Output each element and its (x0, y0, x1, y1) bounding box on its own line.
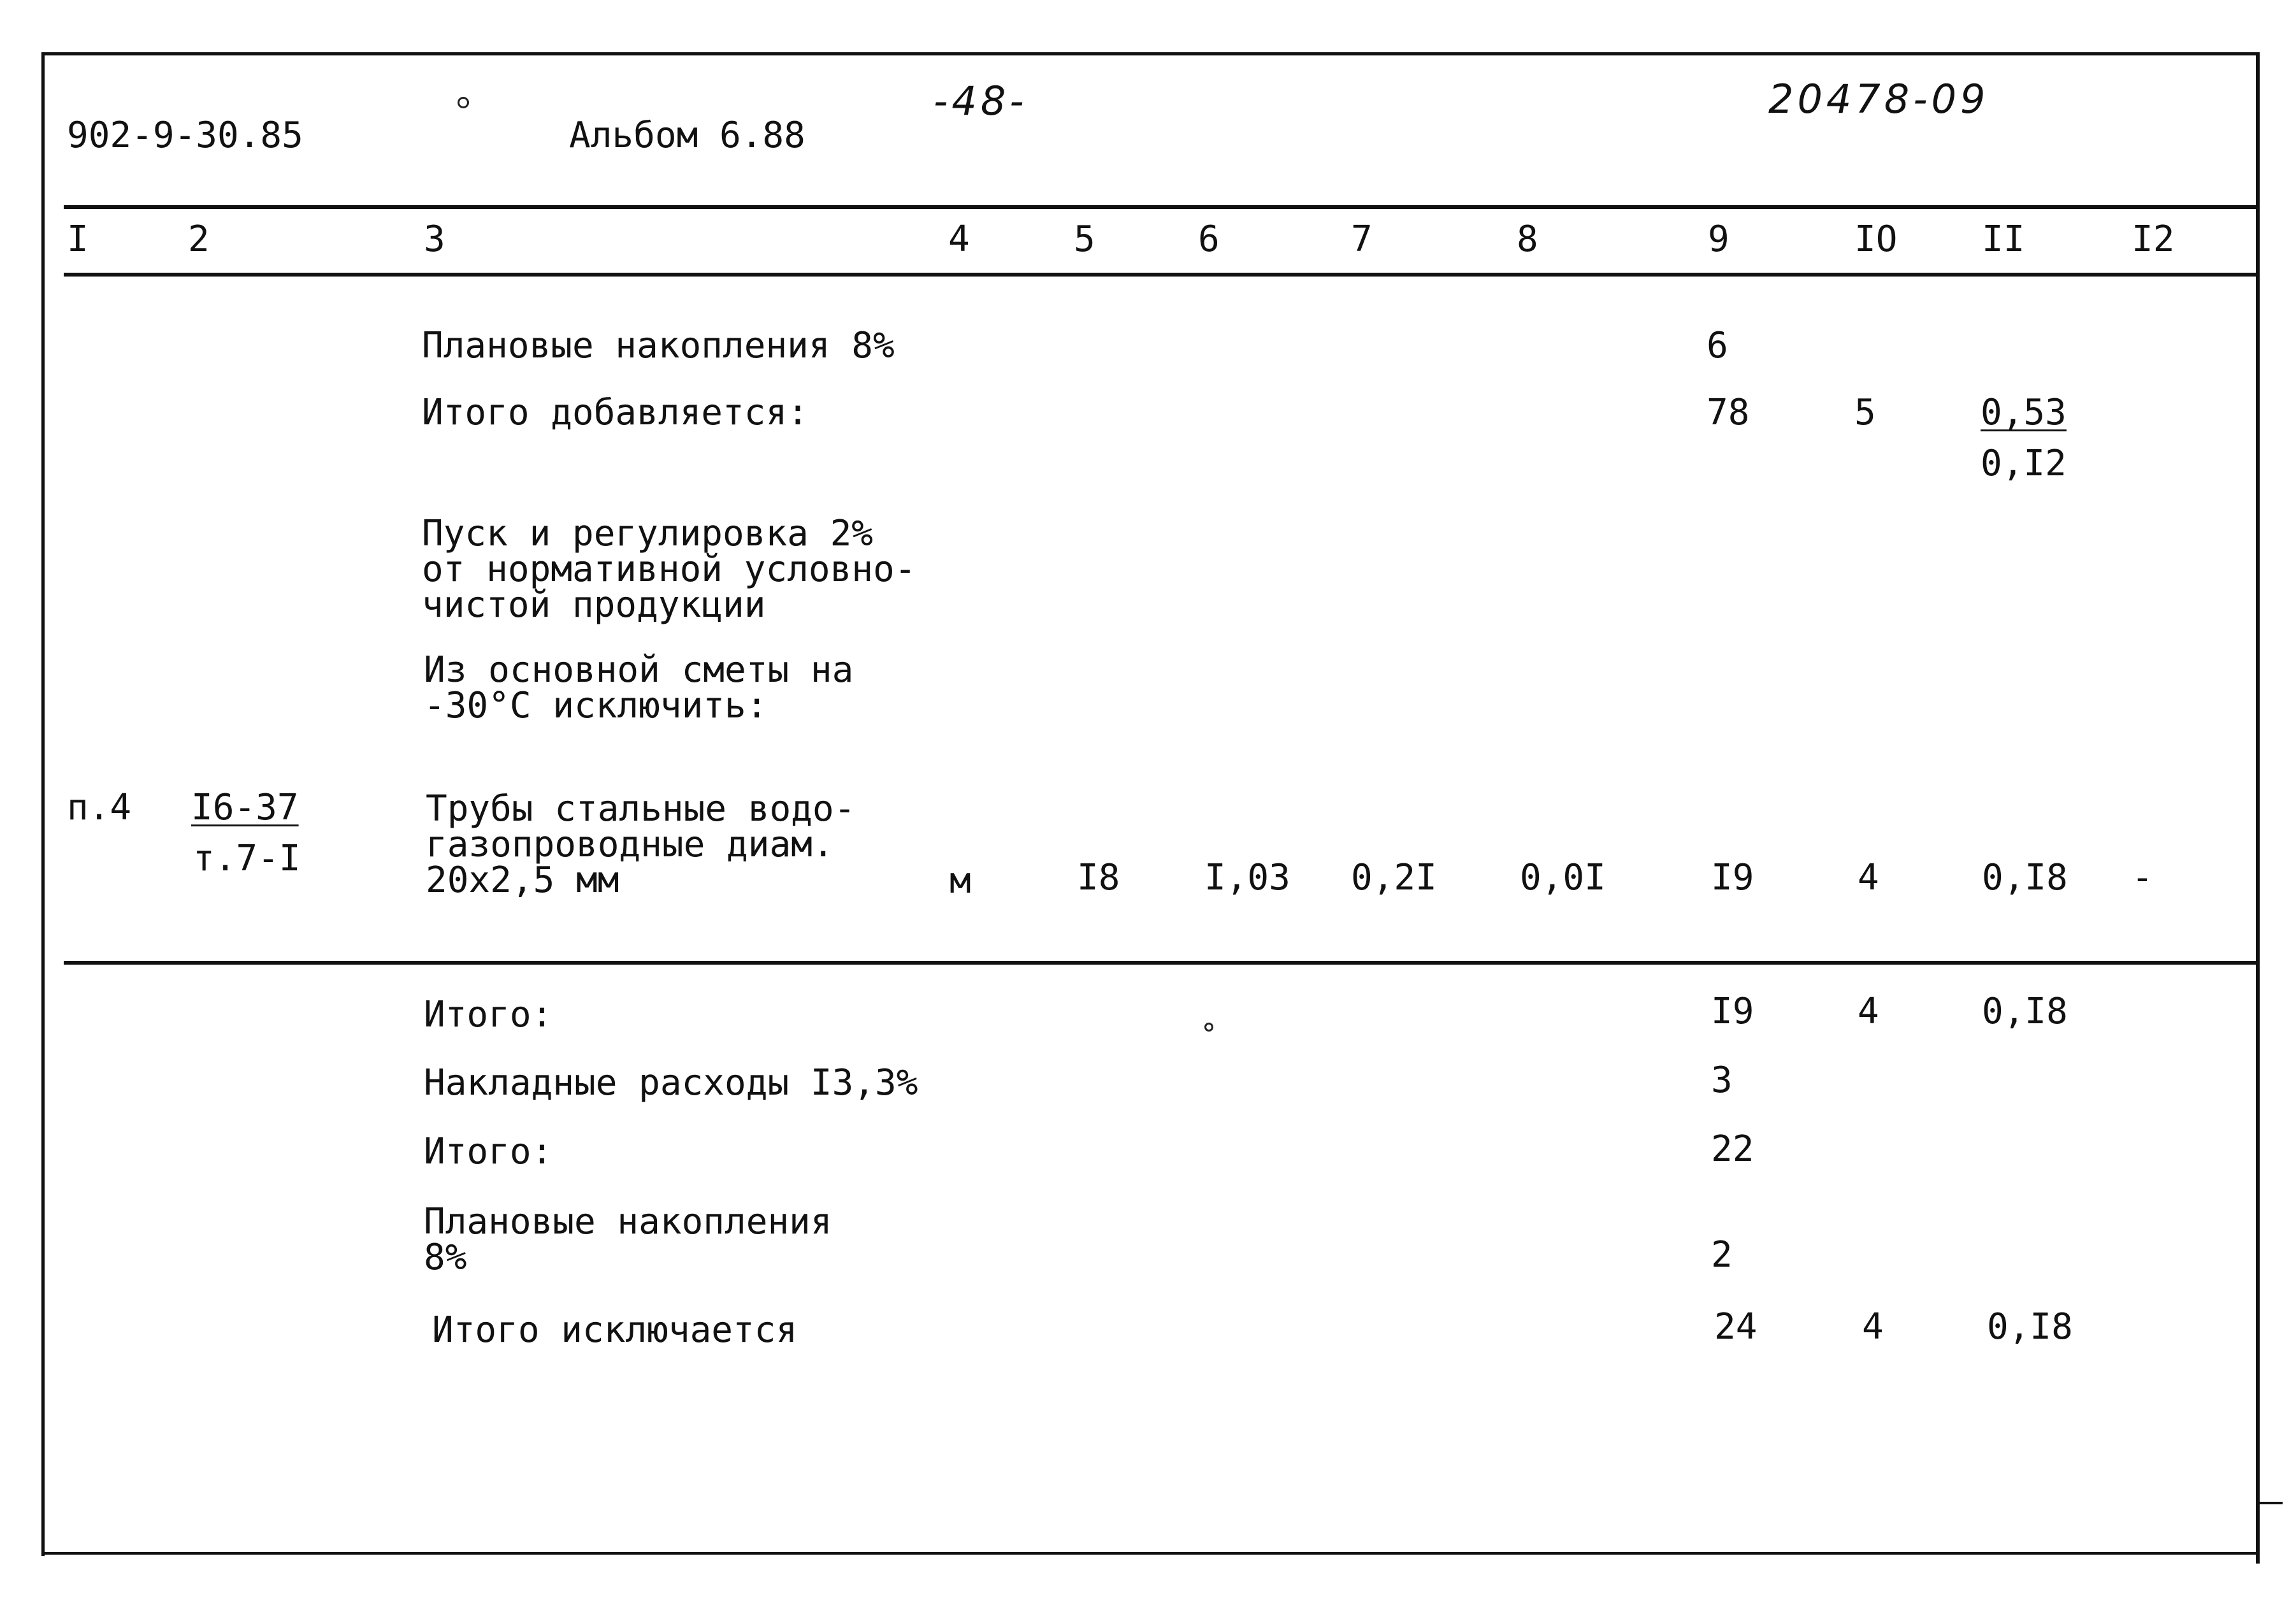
col-header-4: 4 (948, 219, 970, 260)
item-c10: 4 (1858, 857, 1879, 898)
planned-savings-2-c9: 2 (1711, 1234, 1733, 1276)
startup-adjustment-label: Пуск и регулировка 2% от нормативной условно- чистой продукции (422, 513, 916, 626)
col-header-2: 2 (188, 219, 210, 260)
planned-savings-2-label: Плановые накопления 8% (424, 1201, 832, 1278)
item-c8: 0,0I (1520, 857, 1606, 898)
total-excluded-label: Итого исключается (432, 1309, 798, 1351)
total-added-c11-bottom: 0,I2 (1981, 443, 2067, 484)
frame-top (41, 52, 2259, 55)
overhead-label: Накладные расходы I3,3% (424, 1062, 918, 1104)
item-c12: - (2132, 857, 2153, 898)
total-added-label: Итого добавляется: (422, 392, 809, 433)
item-c11: 0,I8 (1982, 857, 2068, 898)
col-header-7: 7 (1351, 219, 1373, 260)
subtotal-c11: 0,I8 (1982, 991, 2068, 1032)
exclude-from-estimate-label: Из основной сметы на -30°С исключить: (424, 649, 854, 726)
doc-code: 902-9-30.85 (67, 115, 303, 156)
dot-mark (458, 97, 469, 108)
total-excluded-c11: 0,I8 (1987, 1306, 2073, 1348)
album-label: Альбом 6.88 (569, 115, 805, 156)
item-c5: I8 (1077, 857, 1120, 898)
col-header-3: 3 (424, 219, 445, 260)
frame-right (2256, 52, 2260, 1564)
overhead-c9: 3 (1711, 1060, 1733, 1101)
col-header-12: I2 (2132, 219, 2175, 260)
doc-number: 20478-09 (1768, 76, 1989, 122)
total-excluded-c10: 4 (1862, 1306, 1884, 1348)
total-2-c9: 22 (1711, 1128, 1754, 1170)
frame-right-tick (2260, 1502, 2283, 1504)
subtotal-label: Итого: (424, 994, 553, 1035)
item-description: Трубы стальные водо- газопроводные диам. 20x2,5 мм (426, 788, 856, 901)
item-ref: п.4 (67, 787, 132, 828)
total-added-c9: 78 (1707, 392, 1750, 433)
item-unit: м (949, 860, 971, 902)
item-c7: 0,2I (1351, 857, 1437, 898)
col-header-10: IO (1854, 219, 1898, 260)
col-header-8: 8 (1517, 219, 1538, 260)
section-rule (64, 961, 2256, 965)
col-header-1: I (67, 219, 89, 260)
dot-mark-2 (1204, 1023, 1213, 1032)
col-header-9: 9 (1708, 219, 1729, 260)
item-c9: I9 (1711, 857, 1754, 898)
item-c6: I,03 (1204, 857, 1290, 898)
planned-savings-label: Плановые накопления 8% (422, 325, 895, 366)
page-number: -48- (934, 78, 1028, 124)
subtotal-c10: 4 (1858, 991, 1879, 1032)
planned-savings-c9: 6 (1707, 325, 1728, 366)
total-excluded-c9: 24 (1714, 1306, 1758, 1348)
total-added-c11-top: 0,53 (1981, 392, 2067, 433)
col-header-5: 5 (1074, 219, 1095, 260)
total-added-c10: 5 (1854, 392, 1876, 433)
col-header-11: II (1982, 219, 2025, 260)
total-2-label: Итого: (424, 1131, 553, 1172)
col-header-6: 6 (1198, 219, 1220, 260)
frame-left (41, 52, 45, 1556)
frame-bottom (45, 1552, 2259, 1555)
header-rule-top (64, 205, 2256, 209)
item-code-bottom: т.7-I (193, 838, 301, 879)
subtotal-c9: I9 (1711, 991, 1754, 1032)
header-rule-bottom (64, 273, 2256, 277)
item-code-top: I6-37 (191, 787, 299, 828)
